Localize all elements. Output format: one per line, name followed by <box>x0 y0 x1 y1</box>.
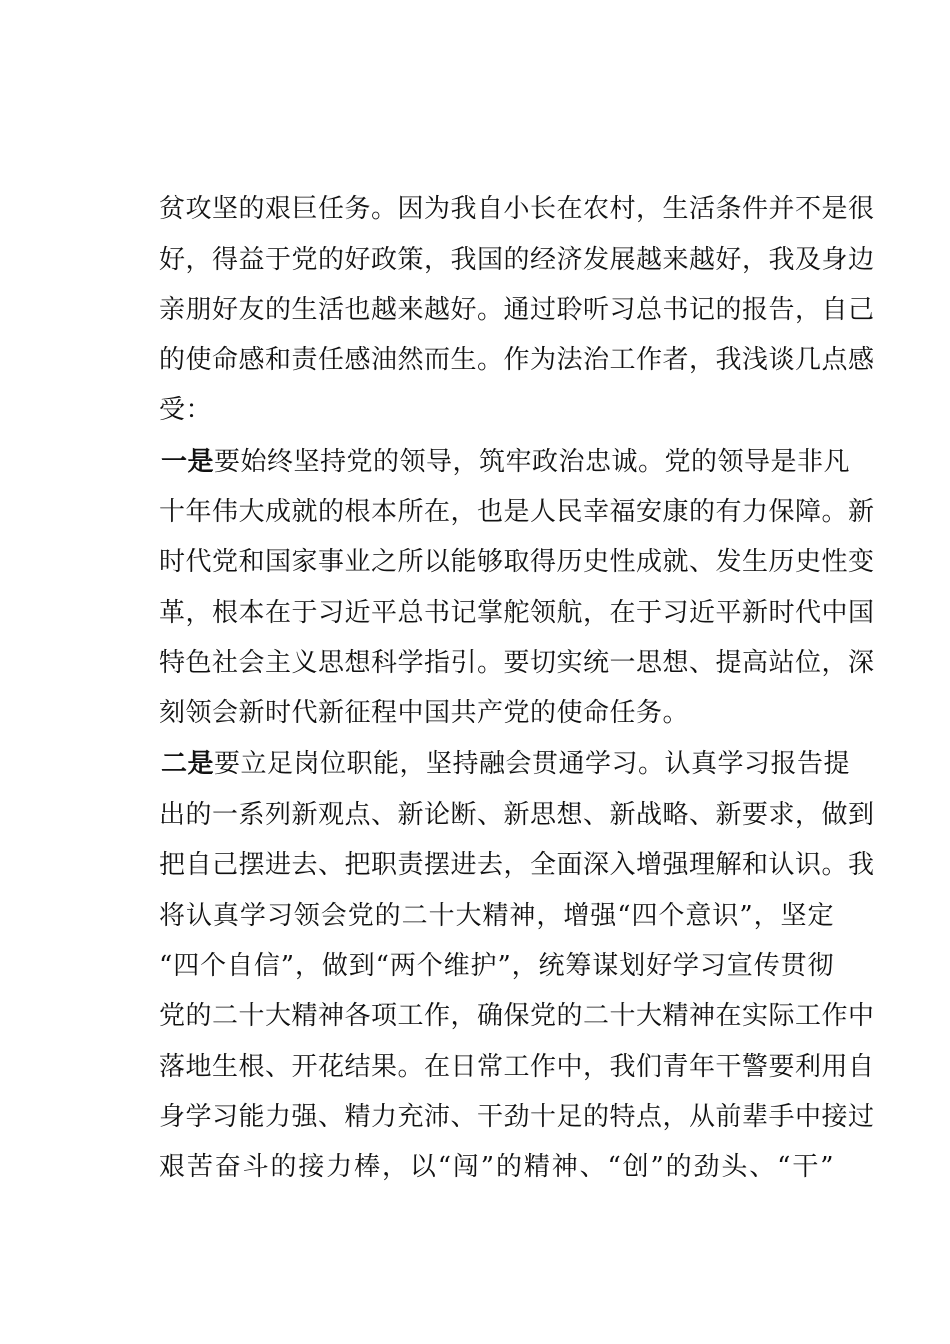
body-text-line: 艰苦奋斗的接力棒，以“闯”的精神、“创”的劲头、“干” <box>159 1152 834 1182</box>
body-text-line: 出的一系列新观点、新论断、新思想、新战略、新要求，做到 <box>159 800 875 830</box>
body-text-line: 受： <box>159 395 213 425</box>
body-text-line: 亲朋好友的生活也越来越好。通过聆听习总书记的报告，自己 <box>159 295 875 325</box>
body-text-line: 刻领会新时代新征程中国共产党的使命任务。 <box>159 698 690 728</box>
paragraph-two-first-line <box>161 744 851 784</box>
body-text-line: “四个自信”，做到“两个维护”，统筹谋划好学习宣传贯彻 <box>159 951 834 981</box>
body-text-line: 十年伟大成就的根本所在，也是人民幸福安康的有力保障。新 <box>159 497 875 527</box>
body-text-line: 革，根本在于习近平总书记掌舵领航，在于习近平新时代中国 <box>159 598 875 628</box>
body-text-line: 将认真学习领会党的二十大精神，增强“四个意识”，坚定 <box>159 901 834 931</box>
paragraph-one-lead: 一是 <box>161 447 215 477</box>
body-text-line: 把自己摆进去、把职责摆进去，全面深入增强理解和认识。我 <box>159 850 875 880</box>
body-text-line: 贫攻坚的艰巨任务。因为我自小长在农村，生活条件并不是很 <box>159 194 875 224</box>
body-text-line: 的使命感和责任感油然而生。作为法治工作者，我浅谈几点感 <box>159 345 875 375</box>
body-text-line: 特色社会主义思想科学指引。要切实统一思想、提高站位，深 <box>159 648 875 678</box>
body-text-line: 党的二十大精神各项工作，确保党的二十大精神在实际工作中 <box>159 1001 875 1031</box>
paragraph-one-first-line <box>161 442 851 482</box>
paragraph-two-first-line-text: 要立足岗位职能，坚持融会贯通学习。认真学习报告提 <box>214 749 851 779</box>
body-text-line: 落地生根、开花结果。在日常工作中，我们青年干警要利用自 <box>159 1052 875 1082</box>
paragraph-one-first-line-text: 要始终坚持党的领导，筑牢政治忠诚。党的领导是非凡 <box>214 447 851 477</box>
body-text-line: 好，得益于党的好政策，我国的经济发展越来越好，我及身边 <box>159 245 875 275</box>
body-text-line: 身学习能力强、精力充沛、干劲十足的特点，从前辈手中接过 <box>159 1102 875 1132</box>
body-text-line: 时代党和国家事业之所以能够取得历史性成就、发生历史性变 <box>159 547 875 577</box>
paragraph-two-lead: 二是 <box>161 749 215 779</box>
